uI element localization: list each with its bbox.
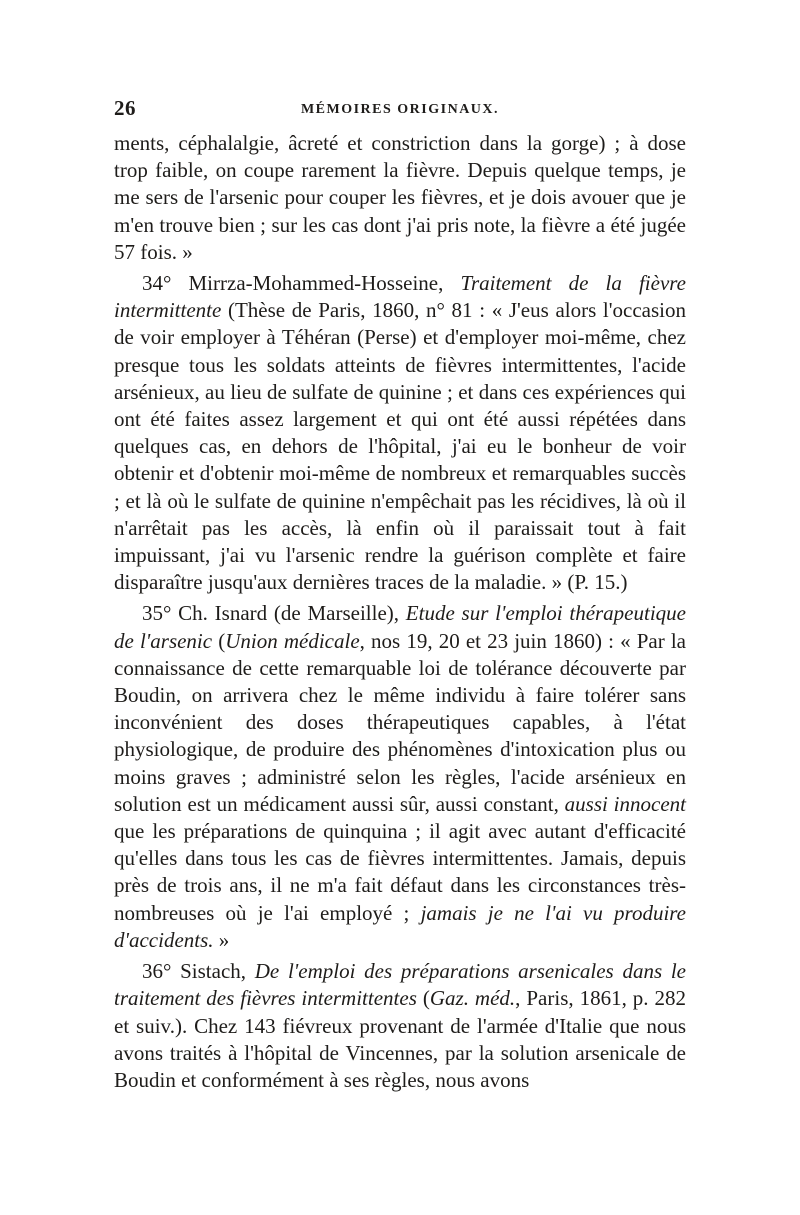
text-run: , Paris, 1861, p. 282 et suiv.). Chez 143 fiévreux provenant de l'armée d'Italie que nous avons traités à l'hôpital de Vincennes, par la solution arsenicale de Boudin et conformément à ses règles, nous avons (114, 986, 687, 1092)
paragraph-continuation (114, 130, 686, 266)
paragraph-entry-34 (114, 270, 686, 596)
text-run: ( (416, 986, 430, 1011)
italic-text: aussi innocent (564, 791, 686, 816)
text-run: que les préparations de quinquina ; il agit avec autant d'efficacité qu'elles dans tous les cas de fièvres intermittentes. Jamais, depuis près de trois ans, il ne m'a fait défaut dans les circonstances très-nombreuses où je l'ai employé ; (114, 819, 686, 925)
running-header (114, 96, 686, 130)
text-run: (Thèse de Paris, 1860, n° 81 : « J'eus alors l'occasion de voir employer à Téhéran (Perse) et d'employer moi-même, chez presque tous les soldats atteints de fièvres intermittentes, l'acide arsénieux, au lieu de sulfate de quinine ; et dans ces expériences qui ont été faites assez largement et qui ont été aussi répétées dans quelques cas, en dehors de l'hôpital, j'ai eu le bonheur de voir obtenir et d'obtenir moi-même de nombreux et remarquables succès ; et là où le sulfate de quinine n'empêchait pas les récidives, là où il n'arrêtait pas les accès, là enfin où il paraissait tout à fait impuissant, j'ai vu l'arsenic rendre la guérison complète et faire disparaître jusqu'aux dernières traces de la maladie. » (P. 15.) (114, 298, 686, 595)
italic-text: Traitement de la fièvre intermittente (114, 271, 686, 323)
text-run: 34° Mirrza-Mohammed-Hosseine, (142, 271, 461, 296)
book-page (114, 96, 686, 1094)
text-run: ( (212, 628, 226, 653)
running-title: MÉMOIRES ORIGINAUX. (300, 102, 500, 117)
text-run: 36° Sistach, (142, 959, 255, 984)
paragraph-entry-36 (114, 958, 686, 1094)
text-run: ments, céphalalgie, âcreté et constriction dans la gorge) ; à dose trop faible, on coupe rarement la fièvre. Depuis quelque temps, je me sers de l'arsenic pour couper les fièvres, et je dois avouer que je m'en trouve bien ; sur les cas dont j'ai pris note, la fièvre a été jugée 57 fois. » (114, 131, 686, 264)
text-run: 35° Ch. Isnard (de Marseille), (142, 601, 406, 626)
italic-text: De l'emploi des préparations arsenicales dans le traitement des fièvres intermittentes (114, 959, 686, 1011)
italic-text: Union médicale (225, 628, 360, 653)
italic-text: Gaz. méd. (429, 986, 516, 1011)
paragraph-entry-35 (114, 600, 686, 954)
body-text (114, 130, 686, 1094)
italic-text: Etude sur l'emploi thérapeutique de l'arsenic (114, 601, 686, 653)
italic-text: jamais je ne l'ai vu produire d'accidents. (114, 900, 687, 952)
page-number: 26 (114, 96, 136, 120)
text-run: , nos 19, 20 et 23 juin 1860) : « Par la connaissance de cette remarquable loi de tolérance découverte par Boudin, on arrivera chez le même individu à faire tolérer sans inconvénient des doses thérapeutiques capables, à l'état physiologique, de produire des phénomènes d'intoxication plus ou moins graves ; administré selon les règles, l'acide arsénieux en solution est un médicament aussi sûr, aussi constant, (114, 628, 686, 816)
text-run: » (213, 927, 230, 952)
